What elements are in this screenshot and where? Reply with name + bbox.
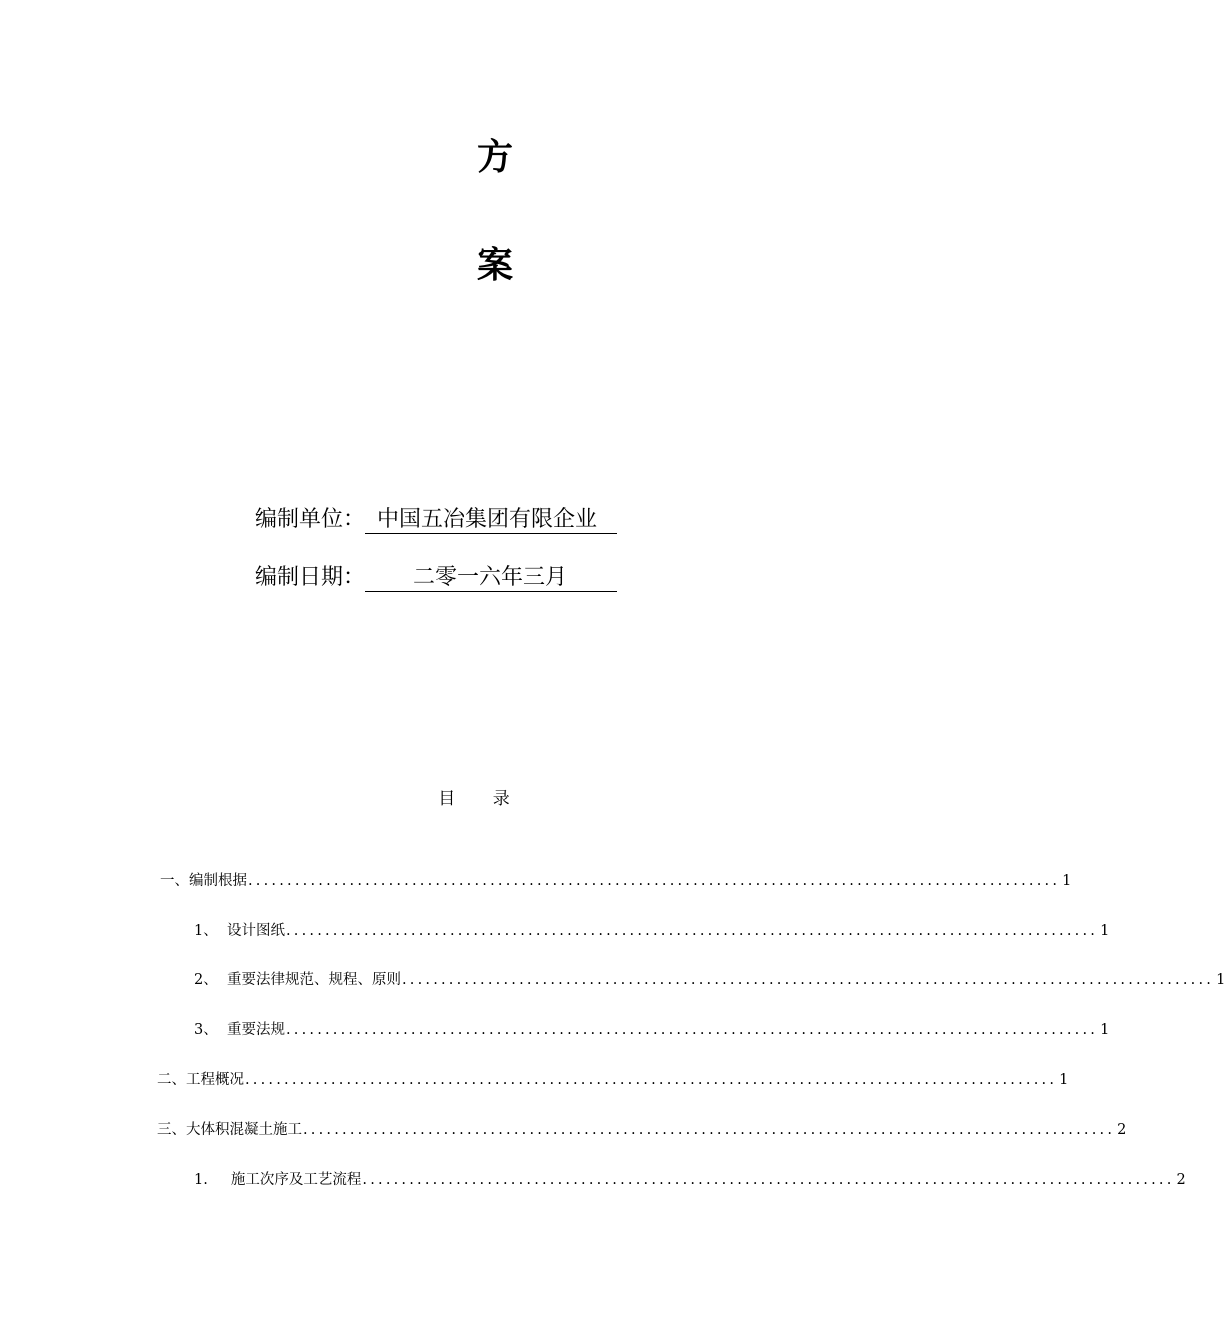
- toc-entry-page: 1: [1100, 1022, 1110, 1038]
- toc-entry[interactable]: [194, 1020, 1110, 1040]
- toc-dot-leader: ........................................................................................................: [285, 1022, 1099, 1038]
- cover-title-line-1: 方: [476, 137, 513, 178]
- toc-entry-page: 1: [1062, 873, 1072, 889]
- compiling-date-label: 编制日期：: [255, 565, 366, 590]
- toc-dot-leader: ........................................................................................................: [285, 923, 1099, 939]
- toc-entry[interactable]: [160, 871, 1072, 891]
- toc-dot-leader: ........................................................................................................: [245, 1072, 1058, 1088]
- toc-dot-leader: ........................................................................................................: [248, 873, 1061, 889]
- toc-entry-label: 三、大体积混凝土施工: [157, 1122, 302, 1138]
- toc-entry-label: 一、编制根据: [160, 873, 247, 889]
- toc-entry-label: 1. 施工次序及工艺流程: [194, 1172, 362, 1188]
- toc-entry[interactable]: [194, 921, 1110, 941]
- compiling-date-row: [255, 563, 617, 593]
- toc-entry-label: 2、 重要法律规范、规程、原则: [194, 972, 401, 988]
- toc-entry[interactable]: [194, 970, 1225, 990]
- toc-entry-page: 1: [1216, 972, 1225, 988]
- toc-dot-leader: ........................................................................................................: [303, 1122, 1116, 1138]
- toc-heading: 目 录: [438, 789, 526, 809]
- toc-entry-label: 1、 设计图纸: [194, 923, 285, 939]
- cover-title-line-2: 案: [476, 245, 513, 286]
- toc-entry-page: 2: [1176, 1172, 1186, 1188]
- toc-entry-page: 2: [1117, 1122, 1127, 1138]
- toc-entry-label: 3、 重要法规: [194, 1022, 285, 1038]
- toc-entry[interactable]: [194, 1170, 1186, 1190]
- toc-entry[interactable]: [157, 1120, 1127, 1140]
- toc-entry-page: 1: [1100, 923, 1110, 939]
- toc-dot-leader: ........................................................................................................: [401, 972, 1215, 988]
- compiling-unit-row: [255, 505, 617, 535]
- toc-dot-leader: ........................................................................................................: [362, 1172, 1175, 1188]
- compiling-unit-value: 中国五冶集团有限企业: [365, 507, 617, 534]
- toc-entry[interactable]: [157, 1070, 1069, 1090]
- compiling-unit-label: 编制单位：: [255, 507, 366, 532]
- toc-entry-page: 1: [1059, 1072, 1069, 1088]
- compiling-date-value: 二零一六年三月: [365, 565, 617, 592]
- toc-entry-label: 二、工程概况: [157, 1072, 244, 1088]
